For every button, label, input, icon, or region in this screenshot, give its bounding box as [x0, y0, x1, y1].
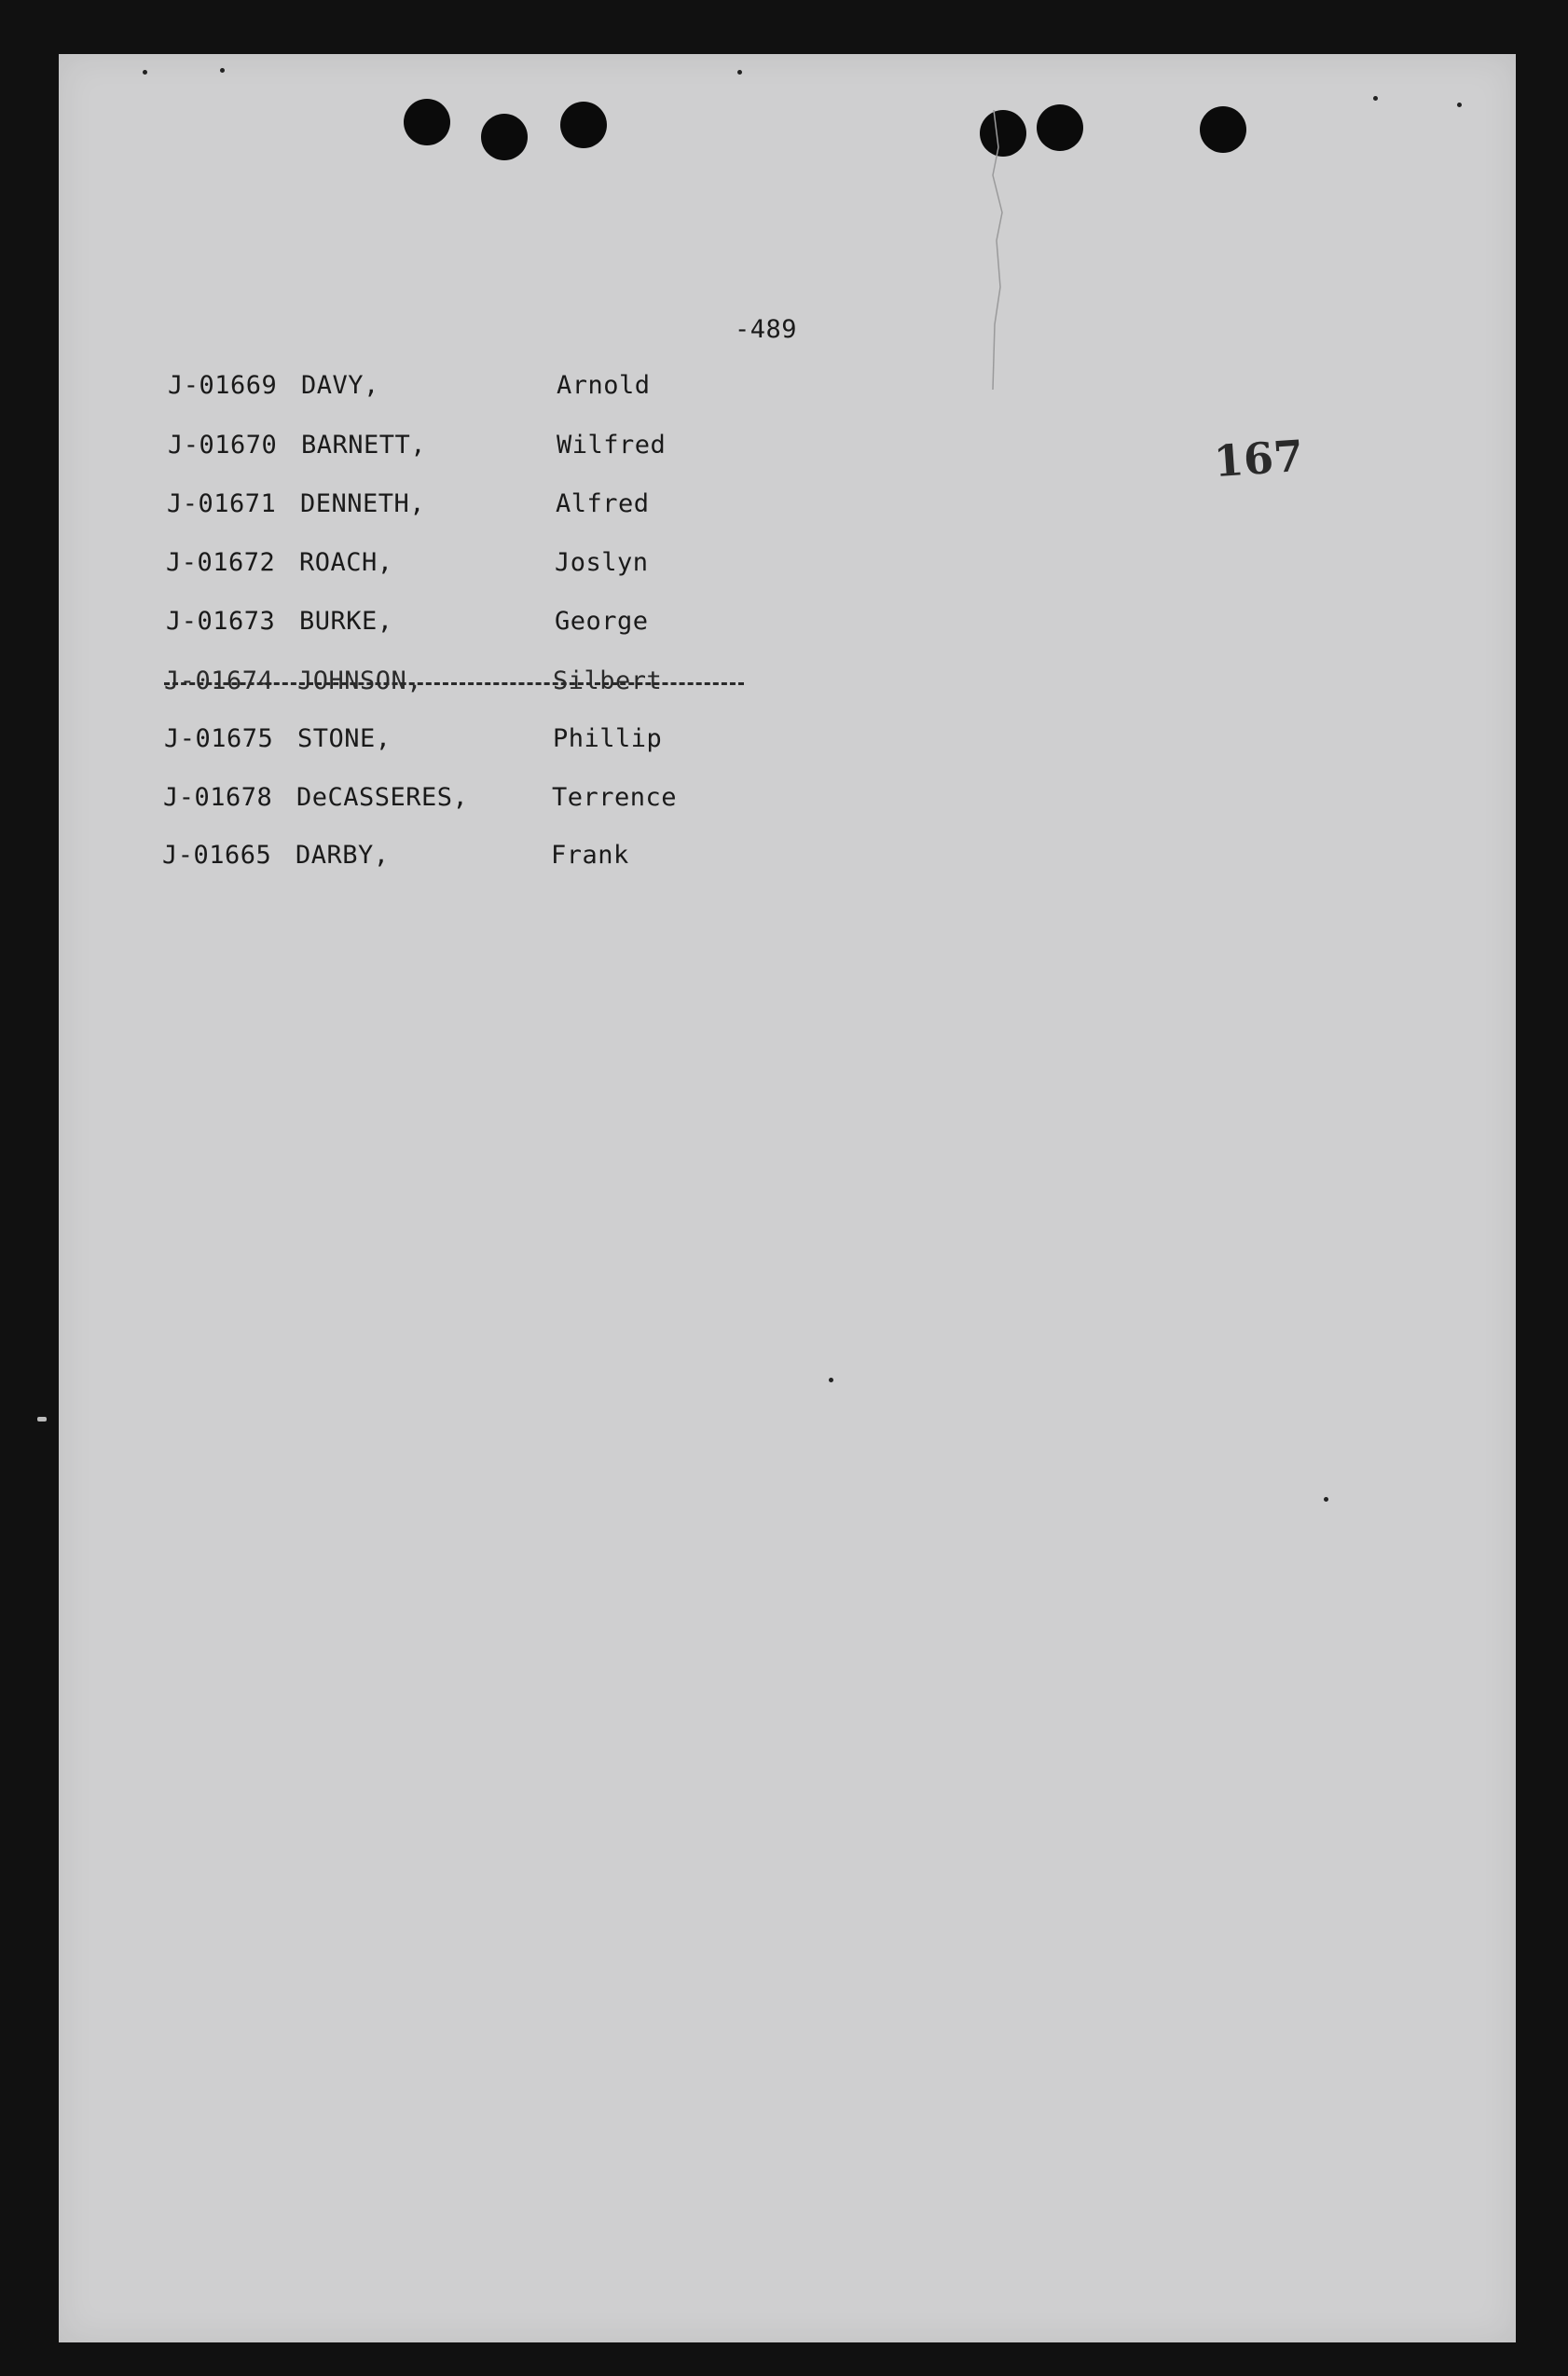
surname: DAVY, [301, 371, 379, 400]
given-name: George [555, 607, 649, 636]
given-name: Arnold [557, 371, 651, 400]
surname: ROACH, [299, 548, 393, 577]
surname: DARBY, [296, 841, 390, 870]
surname: DeCASSERES, [296, 783, 469, 812]
given-name: Alfred [556, 489, 650, 518]
page-number: -489 [735, 315, 798, 344]
service-number: J-01670 [168, 431, 278, 460]
stamp-number: 167 [1212, 430, 1305, 488]
surname: STONE, [297, 724, 392, 753]
surname: DENNETH, [300, 489, 426, 518]
paper-speck [1324, 1497, 1328, 1502]
service-number: J-01665 [162, 841, 272, 870]
edge-mark [37, 1417, 47, 1421]
strikethrough-line [164, 682, 744, 685]
service-number: J-01673 [166, 607, 276, 636]
given-name: Frank [551, 841, 629, 870]
paper-speck [829, 1378, 833, 1382]
given-name: Terrence [552, 783, 678, 812]
roster-list [0, 0, 1568, 932]
surname: JOHNSON, [297, 666, 423, 695]
service-number: J-01672 [166, 548, 276, 577]
given-name: Phillip [553, 724, 663, 753]
service-number: J-01671 [167, 489, 277, 518]
surname: BARNETT, [301, 431, 427, 460]
given-name: Joslyn [555, 548, 649, 577]
given-name: Wilfred [557, 431, 667, 460]
service-number: J-01675 [164, 724, 274, 753]
given-name: Silbert [553, 666, 663, 695]
service-number: J-01674 [164, 666, 274, 695]
surname: BURKE, [299, 607, 393, 636]
service-number: J-01669 [168, 371, 278, 400]
service-number: J-01678 [163, 783, 273, 812]
